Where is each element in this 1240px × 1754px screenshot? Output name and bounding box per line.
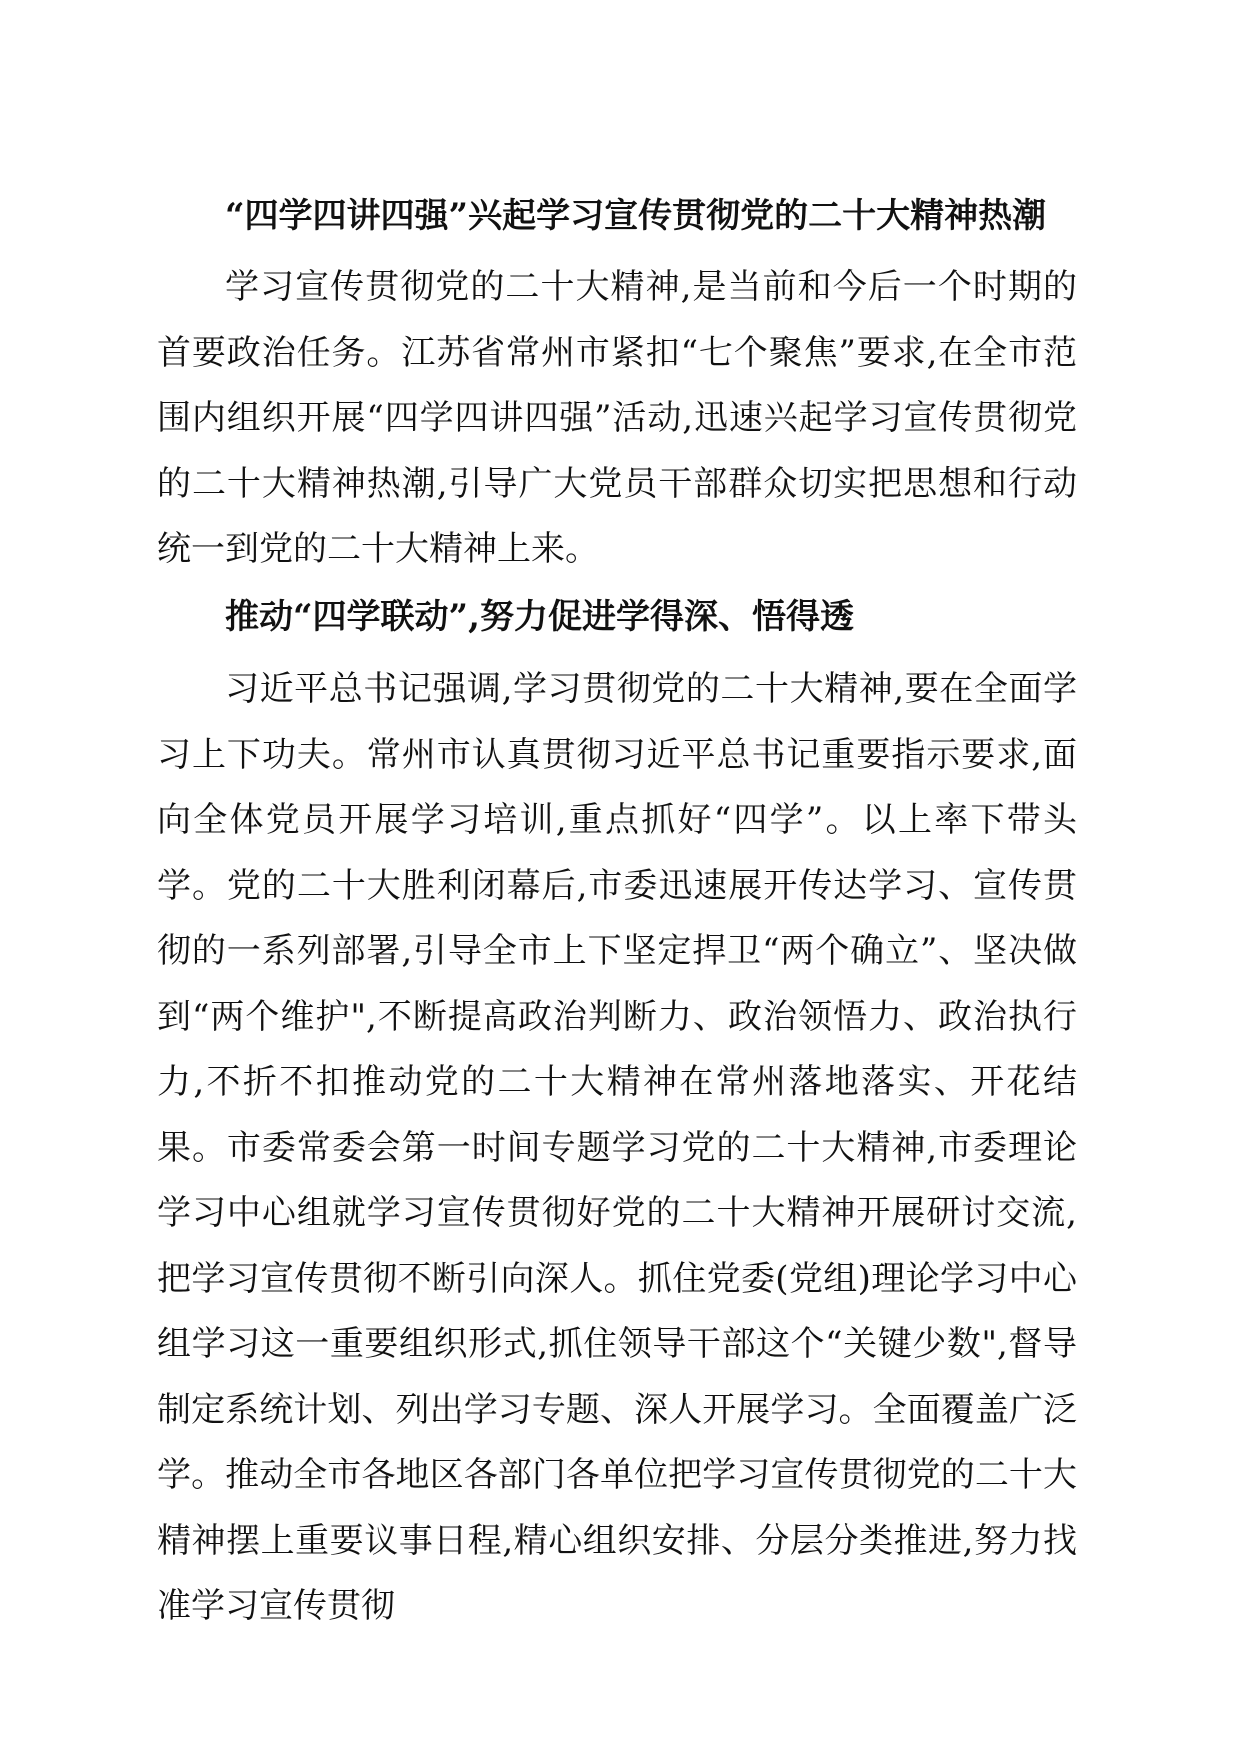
document-title: “四学四讲四强”兴起学习宣传贯彻党的二十大精神热潮: [225, 196, 1047, 236]
section-heading: 推动“四学联动”,努力促进学得深、悟得透: [225, 597, 854, 637]
intro-paragraph: 学习宣传贯彻党的二十大精神,是当前和今后一个时期的首要政治任务。江苏省常州市紧扣“七个聚焦”要求,在全市范围内组织开展“四学四讲四强”活动,迅速兴起学习宣传贯彻党的二十大精神热潮,引导广大党员干部群众切实把思想和行动统一到党的二十大精神上来。: [157, 267, 1077, 569]
section-body-paragraph: 习近平总书记强调,学习贯彻党的二十大精神,要在全面学习上下功夫。常州市认真贯彻习近平总书记重要指示要求,面向全体党员开展学习培训,重点抓好“四学”。以上率下带头学。党的二十大胜利闭幕后,市委迅速展开传达学习、宣传贯彻的一系列部署,引导全市上下坚定捍卫“两个确立”、坚决做到“两个维护",不断提高政治判断力、政治领悟力、政治执行力,不折不扣推动党的二十大精神在常州落地落实、开花结果。市委常委会第一时间专题学习党的二十大精神,市委理论学习中心组就学习宣传贯彻好党的二十大精神开展研讨交流,把学习宣传贯彻不断引向深人。抓住党委(党组)理论学习中心组学习这一重要组织形式,抓住领导干部这个“关键少数",督导制定系统计划、列出学习专题、深人开展学习。全面覆盖广泛学。推动全市各地区各部门各单位把学习宣传贯彻党的二十大精神摆上重要议事日程,精心组织安排、分层分类推进,努力找准学习宣传贯彻: [157, 669, 1077, 1626]
